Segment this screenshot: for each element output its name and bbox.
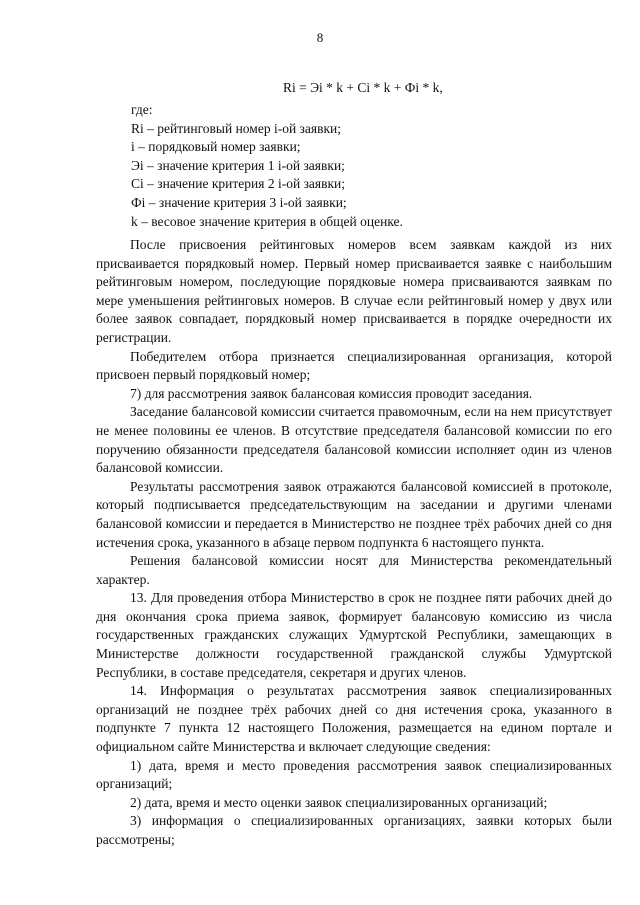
legend-item: Эi – значение критерия 1 i-ой заявки; bbox=[131, 157, 345, 173]
body-text bbox=[96, 236, 612, 850]
paragraph: Победителем отбора признается специализированная организация, которой присвоен первый порядковый номер; bbox=[96, 348, 612, 383]
formula-legend bbox=[131, 101, 403, 231]
paragraph: 2) дата, время и место оценки заявок специализированных организаций; bbox=[130, 794, 548, 810]
legend-item: Ci – значение критерия 2 i-ой заявки; bbox=[131, 176, 346, 192]
legend-item: k – весовое значение критерия в общей оценке. bbox=[131, 213, 403, 229]
paragraph: 7) для рассмотрения заявок балансовая комиссия проводит заседания. bbox=[130, 385, 533, 401]
paragraph: Заседание балансовой комиссии считается правомочным, если на нем присутствует не менее половины ее членов. В отсутствие председателя балансовой комиссии по его поручению обязанности председателя балансовой комиссии исполняет один из членов балансовой комиссии. bbox=[96, 404, 612, 476]
legend-item: Фi – значение критерия 3 i-ой заявки; bbox=[131, 194, 347, 210]
paragraph: Решения балансовой комиссии носят для Министерства рекомендательный характер. bbox=[96, 553, 612, 587]
paragraph: После присвоения рейтинговых номеров всем заявкам каждой из них присваивается порядковый номер. Первый номер присваивается заявке с наибольшим рейтинговым номером, последующие порядковые номера присваиваются заявкам по мере уменьшения рейтинговых номеров. В случае если рейтинговый номер у двух или более заявок совпадает, порядковый номер присваивается в порядке очередности их регистрации. bbox=[96, 237, 612, 345]
legend-item: Ri – рейтинговый номер i-ой заявки; bbox=[131, 120, 341, 136]
where-label: где: bbox=[131, 102, 153, 117]
paragraph: 14. Информация о результатах рассмотрения заявок специализированных организаций не позднее трёх рабочих дней со дня истечения срока, указанного в подпункте 7 пункта 12 настоящего Положения, размещается на едином портале и официальном сайте Министерства и включает следующие сведения: bbox=[96, 683, 612, 755]
rating-formula: Ri = Эi * k + Ci * k + Фi * k, bbox=[283, 80, 443, 95]
paragraph: Результаты рассмотрения заявок отражаются балансовой комиссией в протоколе, который подписывается председательствующим на заседании и другими членами балансовой комиссии и передается в Министерство не позднее трёх рабочих дней со дня истечения срока, указанного в абзаце первом подпункта 6 настоящего пункта. bbox=[96, 478, 612, 550]
paragraph: 3) информация о специализированных организациях, заявки которых были рассмотрены; bbox=[96, 813, 612, 847]
paragraph: 1) дата, время и место проведения рассмотрения заявок специализированных организаций; bbox=[96, 757, 612, 792]
page-number: 8 bbox=[316, 30, 324, 45]
legend-item: i – порядковый номер заявки; bbox=[131, 139, 301, 155]
paragraph: 13. Для проведения отбора Министерство в срок не позднее пяти рабочих дней до дня окончания срока приема заявок, формирует балансовую комиссию из числа государственных гражданских служащих Удмуртской Республики, замещающих в Министерстве должности государственной гражданской службы Удмуртской Республики, в составе председателя, секретаря и других членов. bbox=[96, 590, 612, 680]
